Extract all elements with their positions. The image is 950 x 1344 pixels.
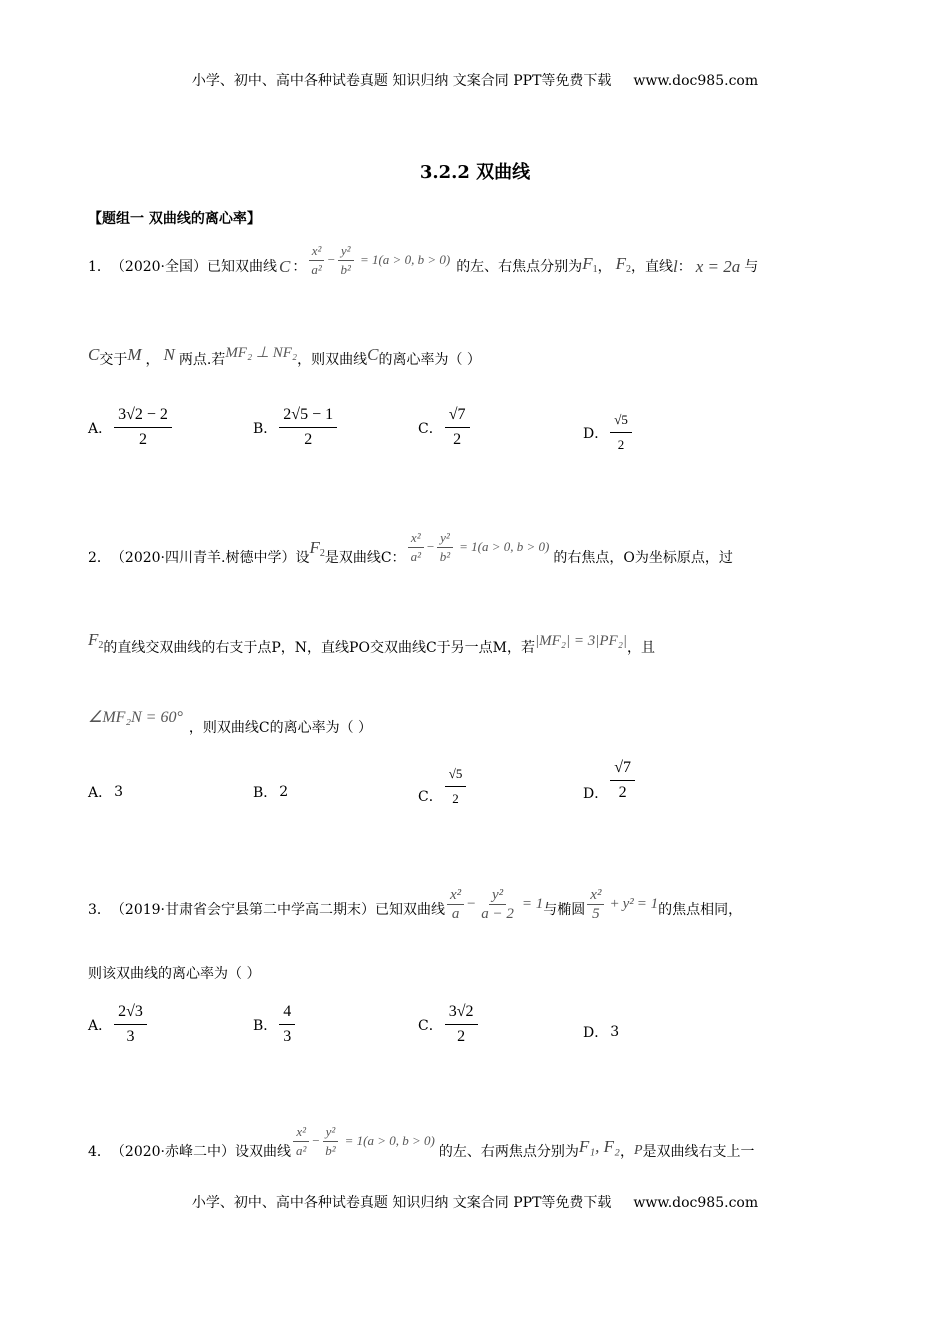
q3-hyperbola: $\frac{\text{x²}}{a}$ − $\frac{\text{y²}}{a - 2}$ = 1 (445, 887, 543, 922)
q1-option-a[interactable]: A． $\frac{3√2 - 2}{2}$ (88, 405, 172, 450)
group-heading: 【题组一 双曲线的离心率】 (88, 211, 261, 227)
question-2-line3: ∠MF₂N = 60° ，则双曲线C的离心率为（ ） (88, 709, 373, 736)
q2-angle: ∠MF₂N = 60° (88, 709, 183, 726)
q1-option-c[interactable]: C． $\frac{√7}{2}$ (418, 405, 470, 450)
q1-curve: C (279, 257, 291, 276)
q1-equation: $\frac{\text{x²}}{\text{a²}}$ − $\frac{\text{y²}}{\text{b²}}$ = 1(a > 0, b > 0) (306, 243, 450, 278)
q2-condition: |MF₂| = 3|PF₂| (535, 633, 628, 649)
q1-source: （2020·全国）已知双曲线 (110, 259, 278, 275)
question-2-line1: 2． （2020·四川青羊.树德中学）设 $F_2$ 是双曲线C： $\frac{\text{x²}}{\text{a²}}$ − $\frac{\text{y²}}{\text{b²}}$ = 1(a > 0, b > 0) 的右焦点，O为坐标原点，过 (88, 529, 733, 566)
q1-text-line: ，直线 (630, 259, 673, 275)
question-1-line1: 1． （2020·全国）已知双曲线 C ： $\frac{\text{x²}}{\text{a²}}$ − $\frac{\text{y²}}{\text{b²}}$ = 1(a > 0, b > 0) 的左、右焦点分别为 $F_1$ ， $F_2$ ，直线 l ： x = 2a 与 (88, 254, 758, 280)
q2-F2: $F_2$ (309, 538, 325, 559)
q1-option-d[interactable]: D． $\frac{√5}{2}$ (583, 410, 632, 455)
q1-perp: MF₂ ⊥ NF₂ (225, 345, 298, 361)
q1-text-foci: 的左、右焦点分别为 (456, 259, 583, 275)
question-1-line2: C 交于 M ， N 两点.若 MF₂ ⊥ NF₂ ，则双曲线 C 的离心率为（ ） (88, 345, 481, 368)
page-footer (0, 1192, 950, 1212)
page-header (0, 70, 950, 90)
q3-option-d[interactable]: D． 3 (583, 1024, 620, 1041)
question-2-line2: $F_2$ 的直线交双曲线的右支于点P，N，直线PO交双曲线C于另一点M，若 |MF₂| = 3|PF₂| ，且 (88, 630, 656, 656)
q2-option-d[interactable]: D． $\frac{√7}{2}$ (583, 758, 635, 803)
q2-option-c[interactable]: C． $\frac{√5}{2}$ (418, 764, 466, 809)
question-3-line1: 3． （2019·甘肃省会宁县第二中学高二期末）已知双曲线 $\frac{\text{x²}}{a}$ − $\frac{\text{y²}}{a - 2}$ = 1 与椭圆 $\frac{\text{x²}}{5}$ + y² = 1 的焦点相同， (88, 886, 743, 922)
header-url[interactable]: www.doc985.com (633, 73, 759, 89)
q4-equation: $\frac{\text{x²}}{\text{a²}}$ − $\frac{\text{y²}}{\text{b²}}$ = 1(a > 0, b > 0) (291, 1124, 435, 1159)
footer-text: 小学、初中、高中各种试卷真题 知识归纳 文案合同 PPT等免费下载 (191, 1195, 612, 1211)
q1-l: l (672, 257, 678, 276)
q2-equation: $\frac{\text{x²}}{\text{a²}}$ − $\frac{\text{y²}}{\text{b²}}$ = 1(a > 0, b > 0) (406, 530, 550, 565)
q2-option-a[interactable]: A． 3 (88, 784, 124, 801)
q1-F1: $F_1$ (582, 254, 598, 275)
footer-url[interactable]: www.doc985.com (633, 1195, 759, 1211)
page-title: 3.2.2 双曲线 (419, 162, 531, 183)
q3-ellipse: $\frac{\text{x²}}{5}$ + y² = 1 (585, 887, 658, 922)
q1-F2: $F_2$ (615, 254, 631, 275)
q3-option-b[interactable]: B． $\frac{4}{3}$ (253, 1002, 295, 1047)
q3-option-a[interactable]: A． $\frac{2√3}{3}$ (88, 1002, 147, 1047)
q4-foci: F₁, F₂ (578, 1137, 620, 1156)
q1-option-b[interactable]: B． $\frac{2√5 - 1}{2}$ (253, 405, 337, 450)
q1-line-eq: x = 2a (695, 257, 741, 276)
q1-number: 1． (88, 259, 111, 275)
q2-option-b[interactable]: B． 2 (253, 784, 289, 801)
question-3-line2: 则该双曲线的离心率为（ ） (88, 966, 261, 982)
question-4-line1: 4． （2020·赤峰二中）设双曲线 $\frac{\text{x²}}{\text{a²}}$ − $\frac{\text{y²}}{\text{b²}}$ = 1(a > 0, b > 0) 的左、右两焦点分别为 F₁, F₂ ， P 是双曲线右支上一 (88, 1123, 755, 1160)
q3-option-c[interactable]: C． $\frac{3√2}{2}$ (418, 1002, 478, 1047)
header-text: 小学、初中、高中各种试卷真题 知识归纳 文案合同 PPT等免费下载 (191, 73, 612, 89)
